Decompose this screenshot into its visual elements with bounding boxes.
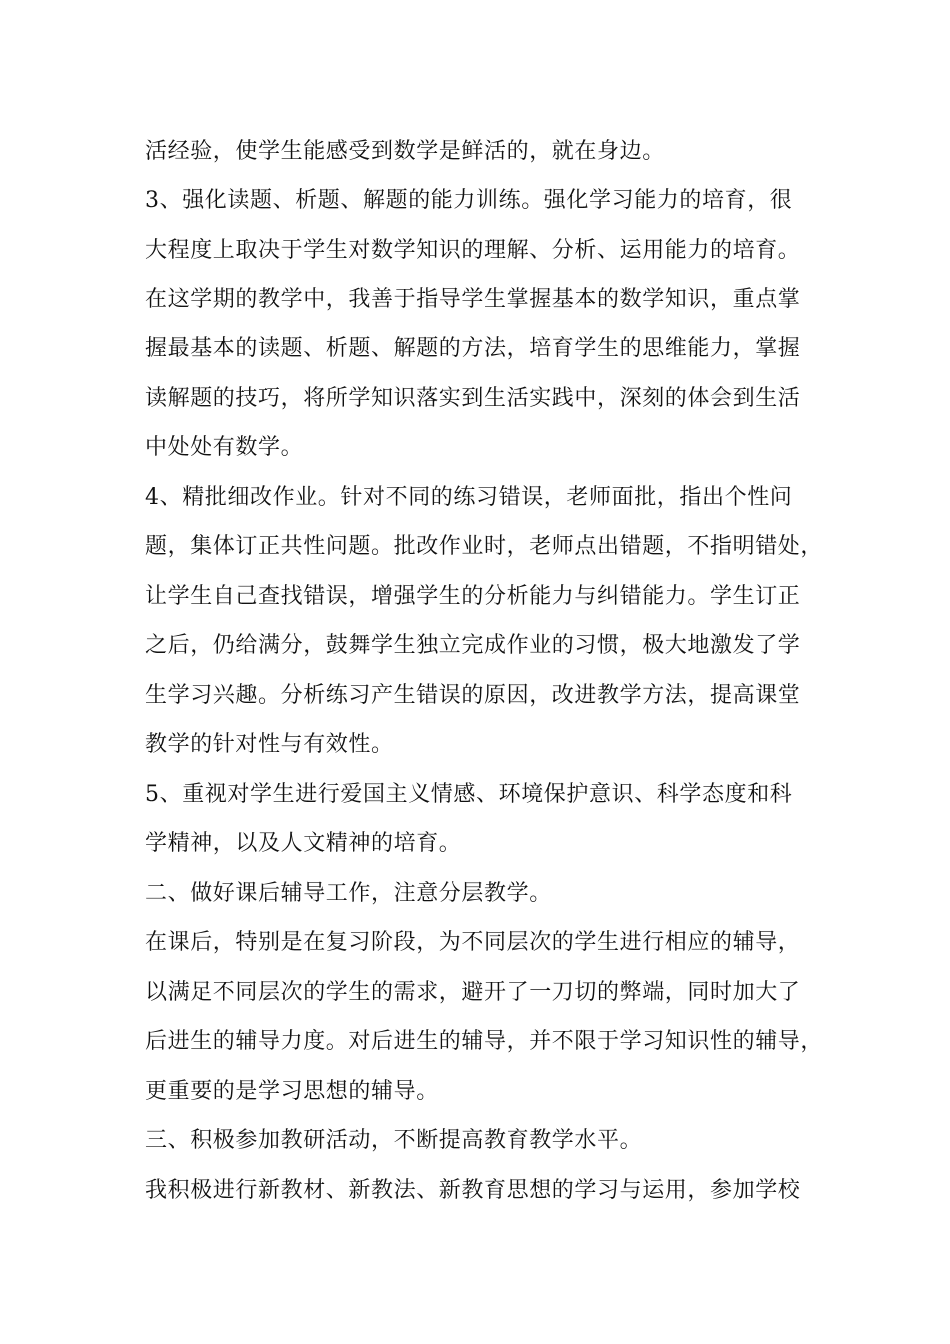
text-line: 中处处有数学。 — [145, 435, 304, 460]
text-line: 教学的针对性与有效性。 — [145, 732, 394, 757]
text-line: 更重要的是学习思想的辅导。 — [145, 1079, 439, 1104]
text-line: 活经验，使学生能感受到数学是鲜活的，就在身边。 — [145, 139, 665, 164]
text-line: 题，集体订正共性问题。批改作业时，老师点出错题，不指明错处， — [145, 534, 824, 559]
text-line: 我积极进行新教材、新教法、新教育思想的学习与运用，参加学校 — [145, 1178, 801, 1203]
text-line: 生学习兴趣。分析练习产生错误的原因，改进教学方法，提高课堂 — [145, 683, 801, 708]
text-line: 4、精批细改作业。针对不同的练习错误，老师面批，指出个性问 — [145, 485, 793, 510]
text-line: 让学生自己查找错误，增强学生的分析能力与纠错能力。学生订正 — [145, 584, 801, 609]
text-line: 5、重视对学生进行爱国主义情感、环境保护意识、科学态度和科 — [145, 782, 793, 807]
text-line: 学精神，以及人文精神的培育。 — [145, 831, 462, 856]
text-line: 3、强化读题、析题、解题的能力训练。强化学习能力的培育，很 — [145, 188, 793, 213]
text-line: 读解题的技巧，将所学知识落实到生活实践中，深刻的体会到生活 — [145, 386, 801, 411]
text-line: 在课后，特别是在复习阶段，为不同层次的学生进行相应的辅导， — [145, 930, 801, 955]
text-line: 大程度上取决于学生对数学知识的理解、分析、运用能力的培育。 — [145, 238, 801, 263]
text-line: 后进生的辅导力度。对后进生的辅导，并不限于学习知识性的辅导， — [145, 1029, 824, 1054]
text-line: 在这学期的教学中，我善于指导学生掌握基本的数学知识，重点掌 — [145, 287, 801, 312]
text-line: 握最基本的读题、析题、解题的方法，培育学生的思维能力，掌握 — [145, 336, 801, 361]
text-line: 以满足不同层次的学生的需求，避开了一刀切的弊端，同时加大了 — [145, 980, 801, 1005]
section-heading: 三、积极参加教研活动，不断提高教育教学水平。 — [145, 1128, 643, 1153]
text-line: 之后，仍给满分，鼓舞学生独立完成作业的习惯，极大地激发了学 — [145, 633, 801, 658]
section-heading: 二、做好课后辅导工作，注意分层教学。 — [145, 881, 552, 906]
